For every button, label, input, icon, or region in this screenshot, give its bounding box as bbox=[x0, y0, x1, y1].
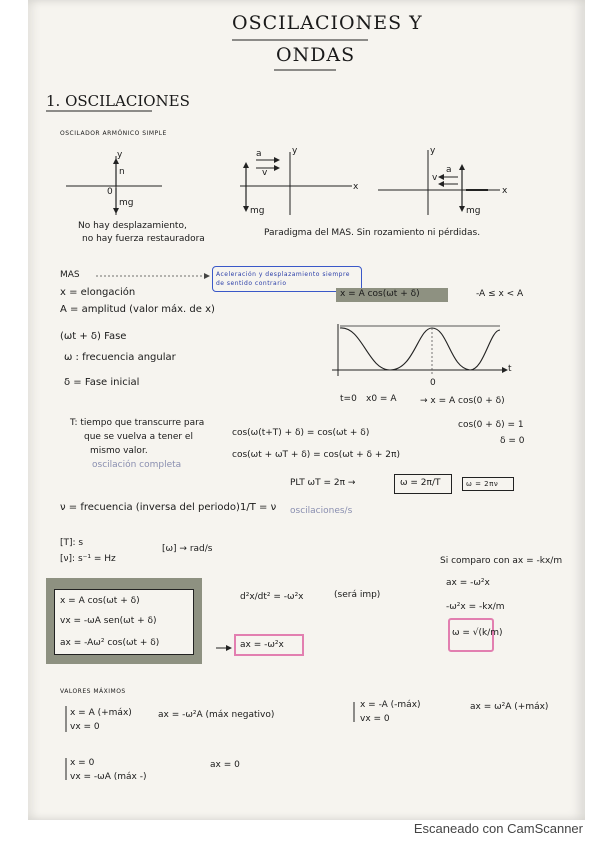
period-eq-3: PLT ωT = 2π → bbox=[290, 478, 356, 488]
omega-km-formula: ω = √(k/m) bbox=[452, 628, 503, 638]
delta-zero: δ = 0 bbox=[500, 436, 525, 446]
d2-y-label: y bbox=[292, 146, 298, 156]
cos-equation: cos(0 + δ) = 1 bbox=[458, 420, 524, 430]
amplitude-definition: A = amplitud (valor máx. de x) bbox=[60, 304, 215, 315]
extremes-heading: VALORES MÁXIMOS bbox=[60, 688, 126, 695]
summary-position: x = A cos(ωt + δ) bbox=[60, 596, 140, 606]
case3-x: x = 0 bbox=[70, 758, 95, 768]
d1-origin-label: 0 bbox=[107, 187, 113, 197]
range-text: -A ≤ x < A bbox=[476, 289, 524, 299]
d3-a-label: a bbox=[446, 165, 452, 175]
initial-phase-definition: δ = Fase inicial bbox=[64, 377, 140, 388]
d3-y-label: y bbox=[430, 146, 436, 156]
d3-x-label: x bbox=[502, 186, 508, 196]
graph-t-axis: t bbox=[508, 364, 512, 374]
x0-equation: → x = A cos(0 + δ) bbox=[420, 396, 505, 406]
section-heading: 1. OSCILACIONES bbox=[46, 92, 190, 110]
case1-a: ax = -ω²A (máx negativo) bbox=[158, 710, 275, 720]
period-def-4: oscilación completa bbox=[92, 460, 182, 470]
t0-label: t=0 bbox=[340, 394, 357, 404]
scanner-watermark: Escaneado con CamScanner bbox=[413, 821, 583, 836]
frequency-unit-note: oscilaciones/s bbox=[290, 506, 353, 516]
note-paradigm: Paradigma del MAS. Sin rozamiento ni pérdidas. bbox=[264, 228, 481, 238]
title-line-1: OSCILACIONES Y bbox=[232, 12, 423, 34]
compare-line-1: Si comparo con ax = -kx/m bbox=[440, 556, 563, 566]
case1-x: x = A (+máx) bbox=[70, 708, 132, 718]
compare-line-3: -ω²x = -kx/m bbox=[446, 602, 505, 612]
case2-a: ax = ω²A (+máx) bbox=[470, 702, 549, 712]
case3-v: vx = -ωA (máx -) bbox=[70, 772, 147, 782]
d2-x-label: x bbox=[353, 182, 359, 192]
case2-v: vx = 0 bbox=[360, 714, 390, 724]
period-eq-1: cos(ω(t+T) + δ) = cos(ωt + δ) bbox=[232, 428, 370, 438]
differential-note: (será imp) bbox=[334, 590, 381, 600]
callout-text: Aceleración y desplazamiento siempre de sentido contrario bbox=[216, 271, 351, 287]
angular-frequency-definition: ω : frecuencia angular bbox=[64, 352, 176, 363]
differential-equation: d²x/dt² = -ω²x bbox=[240, 592, 304, 602]
units-period: [T]: s bbox=[60, 538, 84, 548]
period-def-1: T: tiempo que transcurre para bbox=[70, 418, 205, 428]
period-eq-2: cos(ωt + ωT + δ) = cos(ωt + δ + 2π) bbox=[232, 450, 400, 460]
summary-acceleration: ax = -Aω² cos(ωt + δ) bbox=[60, 638, 160, 648]
graph-origin: 0 bbox=[430, 378, 436, 388]
case1-v: vx = 0 bbox=[70, 722, 100, 732]
note-no-displacement: No hay desplazamiento, bbox=[78, 221, 187, 231]
d2-v-label: v bbox=[262, 168, 268, 178]
compare-line-2: ax = -ω²x bbox=[446, 578, 490, 588]
oscillator-label: OSCILADOR ARMÓNICO SIMPLE bbox=[60, 130, 167, 137]
d1-mg-label: mg bbox=[119, 198, 134, 208]
omega-period-formula: ω = 2π/T bbox=[400, 478, 441, 488]
period-def-3: mismo valor. bbox=[90, 446, 148, 456]
phase-definition: (ωt + δ) Fase bbox=[60, 331, 127, 342]
mas-label: MAS bbox=[60, 270, 80, 280]
omega-freq-formula: ω = 2πν bbox=[466, 480, 499, 488]
d2-mg-label: mg bbox=[250, 206, 265, 216]
units-omega: [ω] → rad/s bbox=[162, 544, 213, 554]
summary-velocity: vx = -ωA sen(ωt + δ) bbox=[60, 616, 157, 626]
frequency-definition: ν = frecuencia (inversa del periodo) bbox=[60, 502, 240, 513]
units-frequency: [ν]: s⁻¹ = Hz bbox=[60, 554, 116, 564]
ax-formula: ax = -ω²x bbox=[240, 640, 284, 650]
d3-v-label: v bbox=[432, 173, 438, 183]
note-no-force: no hay fuerza restauradora bbox=[82, 234, 205, 244]
case3-a: ax = 0 bbox=[210, 760, 240, 770]
frequency-fraction: 1/T = ν bbox=[240, 502, 277, 513]
x0-label: x0 = A bbox=[366, 394, 397, 404]
case2-x: x = -A (-máx) bbox=[360, 700, 421, 710]
d3-mg-label: mg bbox=[466, 206, 481, 216]
d1-y-label: y bbox=[117, 150, 123, 160]
d2-a-label: a bbox=[256, 149, 262, 159]
title-line-2: ONDAS bbox=[276, 44, 356, 66]
period-def-2: que se vuelva a tener el bbox=[84, 432, 193, 442]
x-definition: x = elongación bbox=[60, 287, 136, 298]
d1-n-label: n bbox=[119, 167, 125, 177]
main-equation: x = A cos(ωt + δ) bbox=[340, 289, 420, 299]
